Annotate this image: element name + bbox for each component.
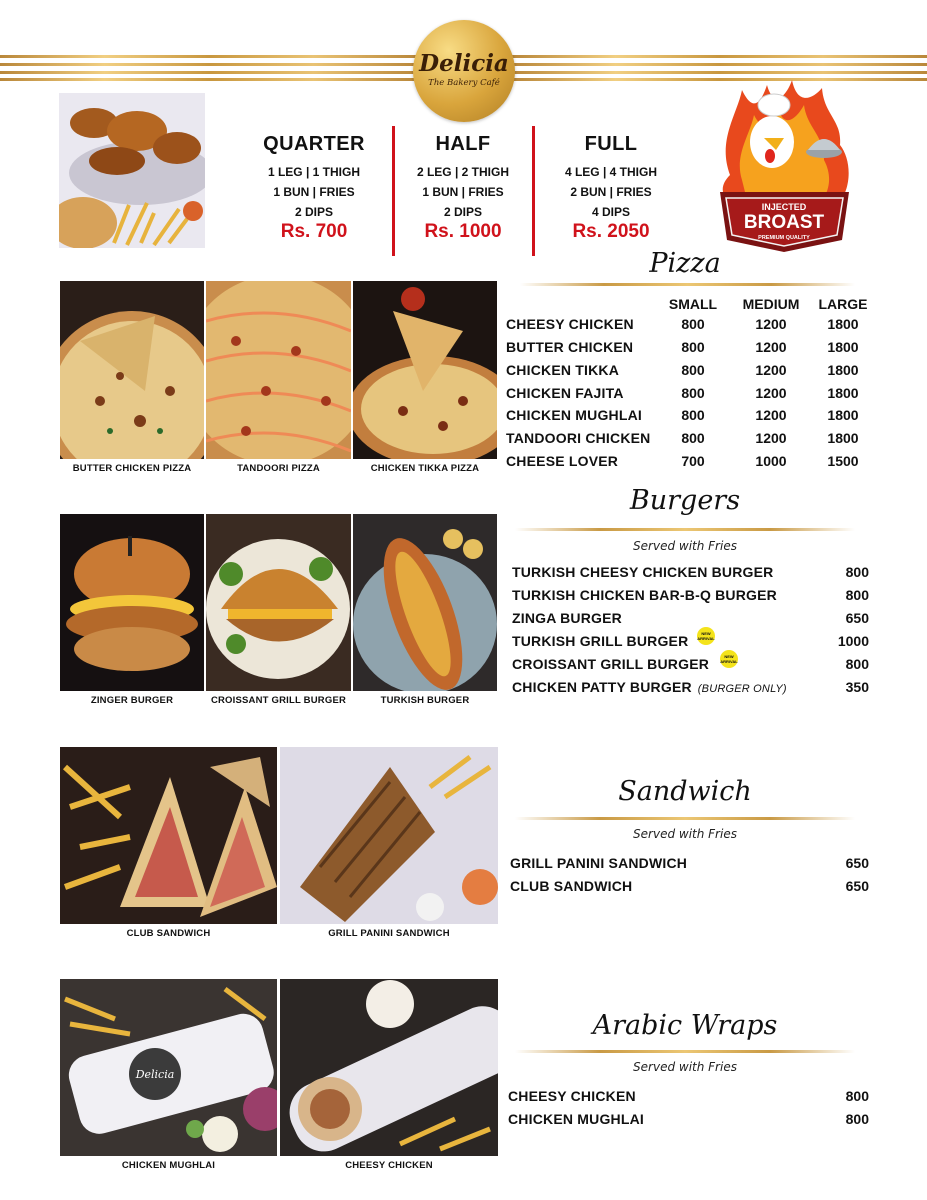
sandwich-title-underline xyxy=(515,817,855,820)
wrap-caption: CHEESY CHICKEN xyxy=(345,1160,433,1171)
grill-panini-sandwich-photo xyxy=(280,747,498,924)
pizza-item-name: CHICKEN FAJITA xyxy=(506,385,624,401)
broast-option-name: FULL xyxy=(584,133,638,155)
broast-option-name: HALF xyxy=(435,133,491,155)
wraps-served-note: Served with Fries xyxy=(633,1060,737,1074)
pizza-price-small: 800 xyxy=(681,362,705,378)
pizza-price-small: 800 xyxy=(681,385,705,401)
pizza-price-medium: 1200 xyxy=(755,430,787,446)
sandwich-item-price: 650 xyxy=(845,878,869,894)
burger-caption: ZINGER BURGER xyxy=(90,695,174,706)
pizza-item-name: CHEESE LOVER xyxy=(506,453,619,469)
broast-photo xyxy=(59,93,205,248)
butter-chicken-pizza-photo xyxy=(60,281,204,459)
wrap-item-price: 800 xyxy=(845,1088,869,1104)
sandwich-caption: CLUB SANDWICH xyxy=(126,928,211,939)
broast-option-quarter xyxy=(244,133,384,242)
broast-option-detail: 1 LEG | 1 THIGH xyxy=(267,165,361,179)
badge-sub-text: PREMIUM QUALITY xyxy=(758,235,810,241)
brand-tagline: The Bakery Café xyxy=(428,78,500,88)
pizza-size-header: MEDIUM xyxy=(742,296,800,312)
burgers-served-note: Served with Fries xyxy=(633,539,737,553)
tandoori-pizza-photo xyxy=(206,281,351,459)
pizza-size-header: LARGE xyxy=(818,296,868,312)
burgers-title-underline xyxy=(515,528,855,531)
burger-caption: TURKISH BURGER xyxy=(380,695,470,706)
pizza-price-small: 800 xyxy=(681,316,705,332)
broast-option-detail: 2 DIPS xyxy=(443,205,482,219)
burger-item-price: 800 xyxy=(845,656,869,672)
pizza-title-underline xyxy=(520,283,855,286)
badge-main-text: BROAST xyxy=(743,212,825,233)
pizza-price-medium: 1000 xyxy=(755,453,787,469)
broast-option-detail: 1 BUN | FRIES xyxy=(422,185,504,199)
pizza-price-small: 800 xyxy=(681,339,705,355)
pizza-price-large: 1800 xyxy=(827,430,859,446)
chicken-tikka-pizza-photo xyxy=(353,281,497,459)
pizza-price-medium: 1200 xyxy=(755,316,787,332)
broast-option-price: Rs. 2050 xyxy=(572,221,650,242)
burger-item-name: CROISSANT GRILL BURGER xyxy=(512,656,710,672)
burgers-section-title: Burgers xyxy=(629,485,741,516)
sandwich-item-name: CLUB SANDWICH xyxy=(510,878,633,894)
pizza-price-medium: 1200 xyxy=(755,339,787,355)
pizza-item-name: CHICKEN TIKKA xyxy=(506,362,620,378)
pizza-item-name: CHICKEN MUGHLAI xyxy=(506,407,642,423)
broast-option-detail: 4 DIPS xyxy=(591,205,630,219)
pizza-item-name: TANDOORI CHICKEN xyxy=(506,430,651,446)
turkish-burger-photo xyxy=(353,514,497,691)
brand-name: Delicia xyxy=(419,50,509,77)
broast-option-detail: 4 LEG | 4 THIGH xyxy=(564,165,658,179)
pizza-caption: TANDOORI PIZZA xyxy=(237,463,320,474)
wrap-caption: CHICKEN MUGHLAI xyxy=(121,1160,216,1171)
broast-option-full xyxy=(541,133,681,242)
burger-item-price: 800 xyxy=(845,564,869,580)
burger-item-name: TURKISH CHICKEN BAR-B-Q BURGER xyxy=(512,587,777,603)
injected-broast-badge xyxy=(712,80,857,255)
sandwich-caption: GRILL PANINI SANDWICH xyxy=(328,928,450,939)
header-stripes-right xyxy=(512,55,927,81)
croissant-grill-burger-photo xyxy=(206,514,351,691)
burger-item-name: ZINGA BURGER xyxy=(512,610,622,626)
burger-item-price: 1000 xyxy=(837,633,869,649)
wrapper-logo-text: Delicia xyxy=(135,1068,175,1081)
pizza-price-medium: 1200 xyxy=(755,385,787,401)
pizza-price-large: 1800 xyxy=(827,407,859,423)
new-arrival-badge: NEW ARRIVAL xyxy=(697,627,715,645)
pizza-caption: BUTTER CHICKEN PIZZA xyxy=(72,463,192,474)
burger-item-row xyxy=(512,679,787,695)
pizza-price-medium: 1200 xyxy=(755,407,787,423)
pizza-price-small: 700 xyxy=(681,453,705,469)
pizza-caption: CHICKEN TIKKA PIZZA xyxy=(370,463,480,474)
sandwich-item-price: 650 xyxy=(845,855,869,871)
pizza-item-name: CHEESY CHICKEN xyxy=(506,316,634,332)
broast-option-half xyxy=(393,133,533,242)
burger-item-name: TURKISH GRILL BURGER xyxy=(512,633,689,649)
header-stripes-left xyxy=(0,55,418,81)
sandwich-section-title: Sandwich xyxy=(618,776,752,807)
burger-item-name: TURKISH CHEESY CHICKEN BURGER xyxy=(512,564,774,580)
burger-item-name: CHICKEN PATTY BURGER xyxy=(512,679,692,695)
pizza-price-large: 1500 xyxy=(827,453,859,469)
pizza-section-title: Pizza xyxy=(649,248,721,279)
new-arrival-badge: NEW ARRIVAL xyxy=(720,650,738,668)
club-sandwich-photo xyxy=(60,747,277,924)
burger-caption: CROISSANT GRILL BURGER xyxy=(210,695,347,706)
zinger-burger-photo xyxy=(60,514,204,691)
broast-divider xyxy=(532,126,535,256)
sandwich-served-note: Served with Fries xyxy=(633,827,737,841)
burger-item-price: 800 xyxy=(845,587,869,603)
broast-option-price: Rs. 1000 xyxy=(424,221,502,242)
badge-top-text: INJECTED xyxy=(761,202,807,212)
broast-option-price: Rs. 700 xyxy=(280,221,348,242)
chicken-mughlai-wrap-photo xyxy=(60,979,277,1156)
burger-item-price: 350 xyxy=(845,679,869,695)
pizza-price-large: 1800 xyxy=(827,362,859,378)
broast-option-detail: 2 LEG | 2 THIGH xyxy=(416,165,510,179)
pizza-size-header: SMALL xyxy=(668,296,718,312)
pizza-price-small: 800 xyxy=(681,430,705,446)
pizza-item-name: BUTTER CHICKEN xyxy=(506,339,634,355)
broast-option-name: QUARTER xyxy=(263,133,365,155)
broast-option-detail: 1 BUN | FRIES xyxy=(273,185,355,199)
wraps-section-title: Arabic Wraps xyxy=(592,1010,778,1041)
pizza-price-large: 1800 xyxy=(827,316,859,332)
pizza-price-small: 800 xyxy=(681,407,705,423)
wrap-item-price: 800 xyxy=(845,1111,869,1127)
broast-option-detail: 2 BUN | FRIES xyxy=(570,185,652,199)
sandwich-item-name: GRILL PANINI SANDWICH xyxy=(510,855,688,871)
brand-logo xyxy=(413,20,515,122)
pizza-price-medium: 1200 xyxy=(755,362,787,378)
pizza-price-large: 1800 xyxy=(827,385,859,401)
wrap-item-name: CHEESY CHICKEN xyxy=(508,1088,636,1104)
burger-item-note: (BURGER ONLY) xyxy=(697,683,787,695)
cheesy-chicken-wrap-photo xyxy=(280,979,498,1156)
wraps-title-underline xyxy=(515,1050,855,1053)
broast-option-detail: 2 DIPS xyxy=(294,205,333,219)
pizza-price-large: 1800 xyxy=(827,339,859,355)
wrap-item-name: CHICKEN MUGHLAI xyxy=(508,1111,644,1127)
burger-item-price: 650 xyxy=(845,610,869,626)
